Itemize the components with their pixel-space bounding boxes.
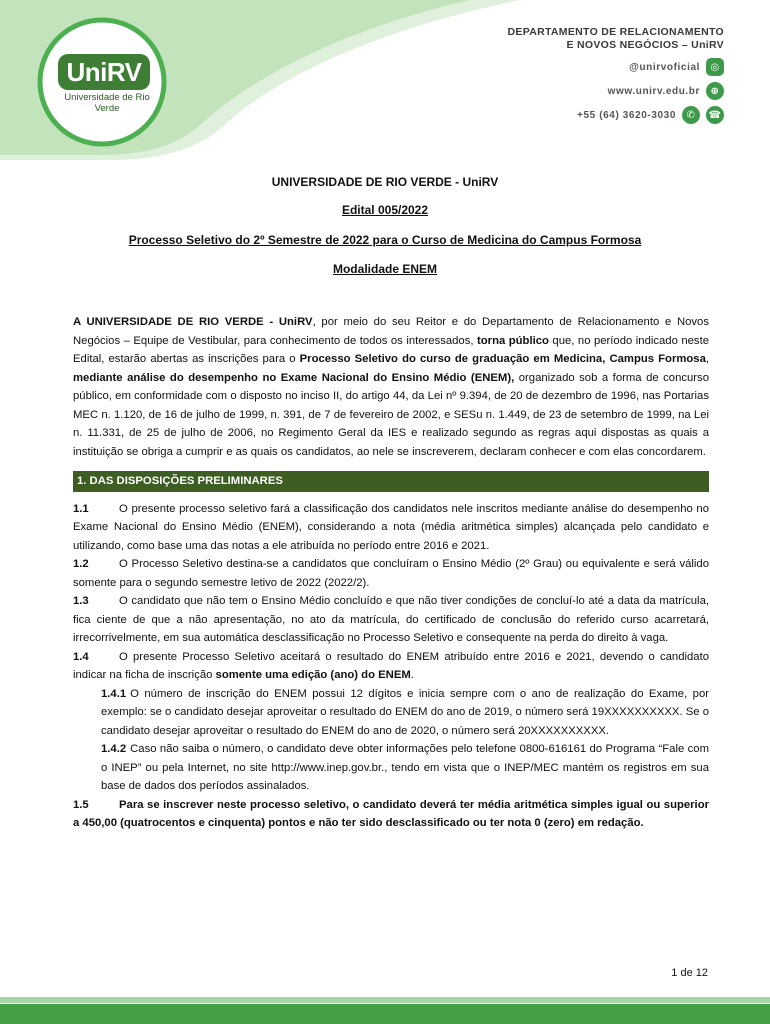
phone-icon: ☎ bbox=[706, 106, 724, 124]
university-title: UNIVERSIDADE DE RIO VERDE - UniRV bbox=[271, 175, 499, 189]
item-1-4: 1.4 O presente Processo Seletivo aceitará o resultado do ENEM atribuído entre 2016 e 2021, devendo o candidato indicar na ficha de inscrição somente uma edição (ano) do ENEM. bbox=[73, 650, 709, 681]
edital-title: Edital 005/2022 bbox=[341, 203, 429, 217]
intro-paragraph: A UNIVERSIDADE DE RIO VERDE - UniRV, por meio do seu Reitor e do Departamento de Relacionamento e Novos Negócios – Equipe de Vestibular, para conhecimento de todos os interessados, torna público que, no período indicado neste Edital, estarão abertas as inscrições para o Processo Seletivo do curso de graduação em Medicina, Campus Formosa, mediante análise do desempenho no Exame Nacional do Ensino Médio (ENEM), organizado sob a forma de concurso público, em conformidade com o disposto no inciso II, do artigo 44, da Lei nº 9.394, de 20 de dezembro de 1996, nas Portarias MEC n. 1.120, de 16 de julho de 1999, n. 391, de 7 de fevereiro de 2002, e SESu n. 1.449, de 23 de setembro de 1999, na Lei n. 11.331, de 25 de julho de 2006, no Regimento Geral da IES e realizado segundo as regras aqui dispostas as quais a instituição se obriga a cumprir e as quais os candidatos, ao nele se inscreverem, declaram conhecer e com elas concordarem. bbox=[73, 316, 710, 458]
contact-website: www.unirv.edu.br ⊕ bbox=[608, 82, 724, 100]
document-body bbox=[73, 313, 709, 833]
logo-mark: UniRV bbox=[58, 54, 150, 90]
item-1-1: 1.1 O presente processo seletivo fará a classificação dos candidatos nele inscritos mediante análise do desempenho no Exame Nacional do Ensino Médio (ENEM), considerando a nota (média aritmética simples) alcançada pelo candidato e utilizando, como base uma das notas a ele atribuída no período entre 2016 e 2021. bbox=[73, 502, 709, 552]
item-1-4-2: 1.4.2 Caso não saiba o número, o candidato deve obter informações pelo telefone 0800-616161 do Programa “Fale com o INEP” ou pela Internet, no site http://www.inep.gov.br., tendo em vista que o INEP/MEC mantém os registros em sua base de dados dos períodos assinalados. bbox=[101, 743, 709, 792]
contact-instagram: @unirvoficial ◎ bbox=[629, 58, 724, 76]
item-1-2: 1.2 O Processo Seletivo destina-se a candidatos que concluíram o Ensino Médio (2º Grau) ou equivalente e será válido somente para o segundo semestre letivo de 2022 (2022/2). bbox=[73, 558, 709, 589]
instagram-icon: ◎ bbox=[706, 58, 724, 76]
item-1-3: 1.3 O candidato que não tem o Ensino Médio concluído e que não tiver condições de concluí-lo até a data da matrícula, fica ciente de que a não apresentação, no ato da matrícula, do certificado de conclusão do referido curso acarretará, irrecorrivelmente, em sua automática desclassificação no Processo Seletivo e consequente na perda do direito à vaga. bbox=[73, 595, 709, 644]
modalidade-title: Modalidade ENEM bbox=[332, 262, 437, 276]
logo-subtitle: Universidade de Rio Verde bbox=[64, 92, 150, 114]
footer-stripe bbox=[0, 997, 770, 1003]
processo-title: Processo Seletivo do 2º Semestre de 2022 para o Curso de Medicina do Campus Formosa bbox=[128, 233, 642, 247]
section-heading: 1. DAS DISPOSIÇÕES PRELIMINARES bbox=[73, 471, 709, 492]
contact-phone: +55 (64) 3620-3030 ✆ ☎ bbox=[577, 106, 724, 124]
page-number: 1 de 12 bbox=[671, 967, 708, 979]
globe-icon: ⊕ bbox=[706, 82, 724, 100]
item-1-5: 1.5 Para se inscrever neste processo seletivo, o candidato deverá ter média aritmética simples igual ou superior a 450,00 (quatrocentos e cinquenta) pontos e não ter sido desclassificado ou ter nota 0 (zero) em redação. bbox=[73, 798, 709, 829]
item-1-4-1: 1.4.1 O número de inscrição do ENEM possui 12 dígitos e inicia sempre com o ano de realização do Exame, por exemplo: se o candidato desejar aproveitar o resultado do ENEM do ano de 2019, o número será 19XXXXXXXXXX. Se o candidato desejar aproveitar o resultado do ENEM do ano de 2020, o número será 20XXXXXXXXXX. bbox=[101, 687, 709, 737]
footer-bar bbox=[0, 1004, 770, 1024]
whatsapp-icon: ✆ bbox=[682, 106, 700, 124]
department-name: DEPARTAMENTO DE RELACIONAMENTO E NOVOS NEGÓCIOS – UniRV bbox=[507, 26, 724, 51]
